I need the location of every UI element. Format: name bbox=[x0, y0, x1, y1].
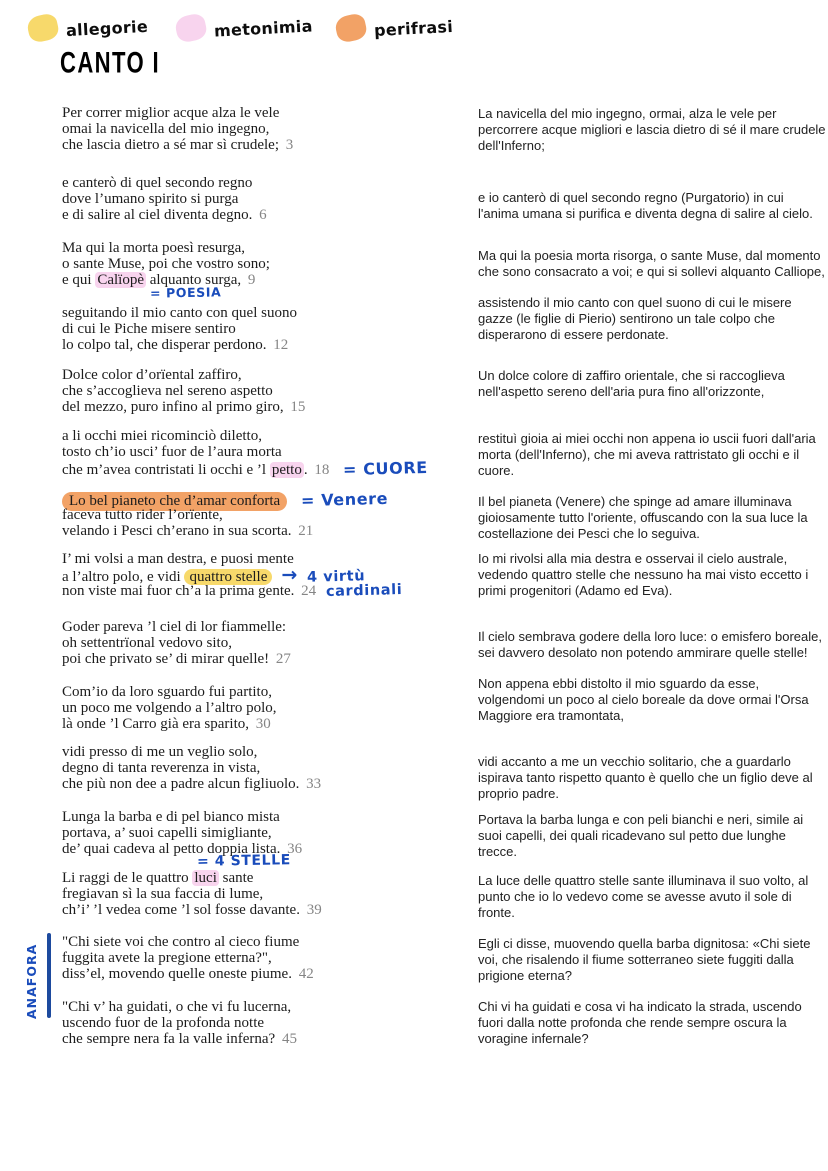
verse-line bbox=[62, 701, 277, 717]
verse-line bbox=[62, 636, 291, 652]
verse-text: Li raggi de le quattro bbox=[62, 870, 193, 886]
tercet bbox=[62, 552, 403, 599]
verse-line bbox=[62, 306, 297, 322]
verse-text: un poco me volgendo a l’altro polo, bbox=[62, 699, 277, 716]
verse-line bbox=[62, 400, 305, 416]
verse-text: dove l’umano spirito si purga bbox=[62, 190, 239, 207]
verse-text: Dolce color d’orïental zaffiro, bbox=[62, 367, 242, 383]
verse-text: là onde ’l Carro già era sparito, bbox=[62, 715, 253, 732]
verse-text: tosto ch’io usci’ fuor de l’aura morta bbox=[62, 443, 282, 460]
anafora-bracket-line bbox=[47, 933, 51, 1018]
verse-text: Com’io da loro sguardo fui partito, bbox=[62, 684, 272, 700]
verse-line bbox=[62, 122, 293, 138]
verse-line bbox=[62, 563, 403, 586]
paraphrase-paragraph: Egli ci disse, muovendo quella barba dignitosa: «Chi siete voi, che risalendo il fiume sotterraneo siete fuggiti dalla prigione eterna? bbox=[478, 936, 811, 983]
verse-text: che sempre nera fa la valle inferna? bbox=[62, 1030, 279, 1047]
verse-text: faceva tutto rider l’orïente, bbox=[62, 506, 223, 523]
legend-item-metonimia bbox=[176, 10, 313, 46]
paraphrase-paragraph: La luce delle quattro stelle sante illuminava il suo volto, al punto che io lo vedevo come se avesse avuto il sole di fronte. bbox=[478, 873, 809, 920]
verse-text: . bbox=[303, 461, 312, 478]
verse-text: I’ mi volsi a man destra, e puosi mente bbox=[62, 551, 294, 567]
paraphrase-paragraph: Non appena ebbi distolto il mio sguardo da esse, volgendomi un poco al cielo boreale da dove ormai l'Orsa Maggiore era tramontata, bbox=[478, 676, 809, 723]
verse-number: 24 bbox=[301, 582, 317, 599]
paraphrase-paragraph: Un dolce colore di zaffiro orientale, che si raccoglieva nell'aspetto sereno dell'aria pura fino all'orizzonte, bbox=[478, 368, 785, 399]
verse-text: sante bbox=[218, 870, 254, 886]
verse-line bbox=[62, 652, 291, 668]
verse-text: ch’i’ ’l vedea come ’l sol fosse davante. bbox=[62, 901, 304, 918]
verse-text: Goder pareva ’l ciel di lor fiammelle: bbox=[62, 619, 287, 635]
verse-number: 30 bbox=[255, 715, 271, 732]
paraphrase-paragraph: La navicella del mio ingegno, ormai, alza le vele per percorrere acque migliori e lascia dietro di sé il mare crudele dell'Inferno; bbox=[478, 106, 826, 153]
verse-text: non viste mai fuor ch’a la prima gente. bbox=[62, 582, 299, 599]
verse-line bbox=[62, 552, 403, 568]
verse-line bbox=[62, 887, 322, 903]
verse-number: 36 bbox=[287, 840, 303, 857]
highlight-metonimia: Calïopè bbox=[97, 271, 144, 288]
verse-text: che più non dee a padre alcun figliuolo. bbox=[62, 775, 304, 792]
verse-text: lo colpo tal, che disperar perdono. bbox=[62, 336, 271, 353]
verse-line bbox=[62, 871, 322, 887]
verse-line bbox=[62, 1016, 297, 1032]
verse-line bbox=[62, 208, 267, 224]
verse-line bbox=[62, 745, 321, 761]
verse-line bbox=[62, 685, 277, 701]
highlight-allegoria: quattro stelle bbox=[184, 569, 272, 585]
handwritten-note: = POESIA bbox=[149, 284, 222, 301]
handwritten-note: cardinali bbox=[325, 581, 403, 600]
tercet bbox=[62, 106, 293, 153]
verse-text: Ma qui la morta poesì resurga, bbox=[62, 240, 246, 256]
paraphrase-paragraph: e io canterò di quel secondo regno (Purgatorio) in cui l'anima umana si purifica e diventa degna di salire al cielo. bbox=[478, 190, 813, 221]
tercet bbox=[62, 488, 389, 539]
paraphrase-paragraph: assistendo il mio canto con quel suono di cui le misere gazze (le figlie di Pierio) sentirono un tale colpo che disperarono di essere perdonate. bbox=[478, 295, 792, 342]
tercet bbox=[62, 241, 270, 288]
tercet bbox=[62, 368, 305, 415]
tercet bbox=[62, 871, 322, 918]
verse-number: 42 bbox=[298, 965, 314, 982]
highlight-metonimia: petto bbox=[271, 461, 302, 478]
verse-text: e canterò di quel secondo regno bbox=[62, 175, 253, 191]
tercet bbox=[62, 176, 267, 223]
verse-number: 33 bbox=[306, 775, 322, 792]
verse-text: degno di tanta reverenza in vista, bbox=[62, 759, 261, 776]
highlight-metonimia: luci bbox=[194, 870, 217, 886]
verse-text: seguitando il mio canto con quel suono bbox=[62, 305, 297, 321]
legend-term: allegorie bbox=[65, 16, 149, 40]
verse-text: Lunga la barba e di pel bianco mista bbox=[62, 809, 280, 825]
tercet bbox=[62, 1000, 297, 1047]
handwritten-note: 4 virtù bbox=[307, 568, 366, 586]
verse-line bbox=[62, 761, 321, 777]
verse-text: e di salire al ciel diventa degno. bbox=[62, 206, 257, 223]
verse-number: 3 bbox=[285, 136, 294, 153]
verse-text: e qui bbox=[62, 271, 96, 288]
verse-number: 18 bbox=[314, 461, 330, 478]
verse-line bbox=[62, 106, 293, 122]
verse-line bbox=[62, 777, 321, 793]
verse-text: diss’el, movendo quelle oneste piume. bbox=[62, 965, 296, 982]
tercet bbox=[62, 685, 277, 732]
legend-item-allegorie bbox=[28, 10, 148, 46]
legend-term: metonimia bbox=[213, 15, 314, 41]
paraphrase-paragraph: restituì gioia ai miei occhi non appena io uscii fuori dall'aria morta (dell'Inferno), che mi aveva rattristato gli occhi e il cuore. bbox=[478, 431, 816, 478]
highlighter-blob-icon bbox=[26, 12, 61, 44]
highlighter-blob-icon bbox=[174, 12, 209, 44]
verse-line bbox=[62, 967, 314, 983]
paraphrase-paragraph: vidi accanto a me un vecchio solitario, che a guardarlo ispirava tanto rispetto quanto è quello che un figlio deve al proprio padre. bbox=[478, 754, 813, 801]
verse-number: 6 bbox=[259, 206, 267, 223]
verse-line bbox=[62, 620, 291, 636]
verse-text: portava, a’ suoi capelli simigliante, bbox=[62, 824, 272, 841]
verse-line bbox=[62, 935, 314, 951]
verse-text: uscendo fuor de la profonda notte bbox=[62, 1014, 265, 1031]
anafora-label: ANAFORA bbox=[24, 943, 39, 1019]
verse-line bbox=[62, 903, 322, 919]
verse-text: alquanto surga, bbox=[145, 271, 245, 288]
highlight-perifrasi: Lo bel pianeto che d’amar conforta bbox=[62, 492, 287, 511]
verse-number: 15 bbox=[290, 398, 306, 415]
verse-text: che s’accoglieva nel sereno aspetto bbox=[62, 382, 273, 399]
verse-text: oh settentrïonal vedovo sito, bbox=[62, 634, 232, 651]
handwritten-note: = CUORE bbox=[343, 457, 429, 479]
verse-line bbox=[62, 338, 297, 354]
tercet bbox=[62, 306, 297, 353]
verse-line bbox=[62, 810, 302, 826]
verse-number: 27 bbox=[275, 650, 291, 667]
tercet bbox=[62, 620, 291, 667]
canto-title: CANTO I bbox=[60, 46, 161, 80]
verse-line bbox=[62, 176, 267, 192]
paraphrase-paragraph: Io mi rivolsi alla mia destra e osservai il cielo australe, vedendo quattro stelle che nessuno ha mai visto eccetto i primi progenitori (Adamo ed Eva). bbox=[478, 551, 809, 598]
verse-line bbox=[62, 457, 429, 479]
verse-text: poi che privato se’ di mirar quelle! bbox=[62, 650, 273, 667]
tercet bbox=[62, 745, 321, 792]
legend-term: perifrasi bbox=[373, 16, 454, 40]
verse-line bbox=[62, 257, 270, 273]
verse-line bbox=[62, 445, 428, 461]
paraphrase-paragraph: Chi vi ha guidati e cosa vi ha indicato la strada, uscendo fuori dalla notte profonda che rende sempre oscura la voragine infernale? bbox=[478, 999, 802, 1046]
tercet bbox=[62, 935, 314, 982]
verse-text: vidi presso di me un veglio solo, bbox=[62, 744, 258, 760]
verse-line bbox=[62, 1000, 297, 1016]
paraphrase-paragraph: Ma qui la poesia morta risorga, o sante Muse, dal momento che sono consacrato a voi; e qui si sollevi alquanto Calliope, bbox=[478, 248, 825, 279]
verse-line bbox=[62, 192, 267, 208]
handwritten-note: = Venere bbox=[300, 488, 389, 511]
verse-text: de’ quai cadeva al petto doppia lista. bbox=[62, 840, 285, 857]
verse-line bbox=[62, 429, 428, 445]
verse-line bbox=[62, 951, 314, 967]
verse-line bbox=[62, 322, 297, 338]
verse-number: 21 bbox=[298, 522, 314, 539]
verse-line bbox=[62, 138, 293, 154]
verse-text: fuggita avete la pregione etterna?", bbox=[62, 949, 272, 966]
verse-text: che m’avea contristati li occhi e ’l bbox=[62, 461, 270, 478]
verse-text: Per correr miglior acque alza le vele bbox=[62, 105, 280, 121]
verse-text: "Chi v’ ha guidati, o che vi fu lucerna, bbox=[62, 999, 292, 1015]
verse-number: 45 bbox=[281, 1030, 297, 1047]
verse-line bbox=[62, 241, 270, 257]
verse-text: omai la navicella del mio ingegno, bbox=[62, 120, 270, 137]
verse-line bbox=[62, 368, 305, 384]
verse-text: "Chi siete voi che contro al cieco fiume bbox=[62, 934, 300, 950]
verse-line bbox=[62, 1032, 297, 1048]
verse-text: velando i Pesci ch’erano in sua scorta. bbox=[62, 522, 296, 539]
verse-number: 39 bbox=[306, 901, 322, 918]
verse-number: 12 bbox=[273, 336, 289, 353]
tercet bbox=[62, 810, 302, 857]
verse-line bbox=[62, 581, 403, 600]
verse-line bbox=[62, 524, 388, 540]
verse-text: di cui le Piche misere sentiro bbox=[62, 320, 236, 337]
paraphrase-paragraph: Portava la barba lunga e con peli bianchi e neri, simile ai suoi capelli, dei quali ricadevano sul petto due lunghe trecce. bbox=[478, 812, 804, 859]
verse-line bbox=[62, 717, 277, 733]
paraphrase-paragraph: Il bel pianeta (Venere) che spinge ad amare illuminava gioiosamente tutto l'oriente, offuscando con la sua luce la costellazione dei Pesci che lo seguiva. bbox=[478, 494, 808, 541]
verse-number: 9 bbox=[247, 271, 256, 288]
verse-text: a l’altro polo, e vidi bbox=[62, 568, 185, 585]
verse-text: o sante Muse, poi che vostro sono; bbox=[62, 255, 270, 272]
verse-text: a li occhi miei ricominciò diletto, bbox=[62, 428, 262, 444]
verse-line bbox=[62, 488, 389, 511]
arrow-icon: → bbox=[281, 563, 298, 586]
handwritten-note: = 4 STELLE bbox=[196, 852, 291, 870]
paraphrase-paragraph: Il cielo sembrava godere della loro luce: o emisfero boreale, sei davvero desolato non potendo ammirare quelle stelle! bbox=[478, 629, 822, 660]
tercet bbox=[62, 428, 429, 479]
verse-text: che lascia dietro a sé mar sì crudele; bbox=[62, 136, 283, 153]
verse-text: del mezzo, puro infino al primo giro, bbox=[62, 398, 288, 415]
legend-item-perifrasi bbox=[336, 10, 453, 46]
highlighter-blob-icon bbox=[334, 12, 369, 44]
verse-line bbox=[62, 384, 305, 400]
verse-line bbox=[62, 826, 302, 842]
verse-text: fregiavan sì la sua faccia di lume, bbox=[62, 885, 264, 902]
